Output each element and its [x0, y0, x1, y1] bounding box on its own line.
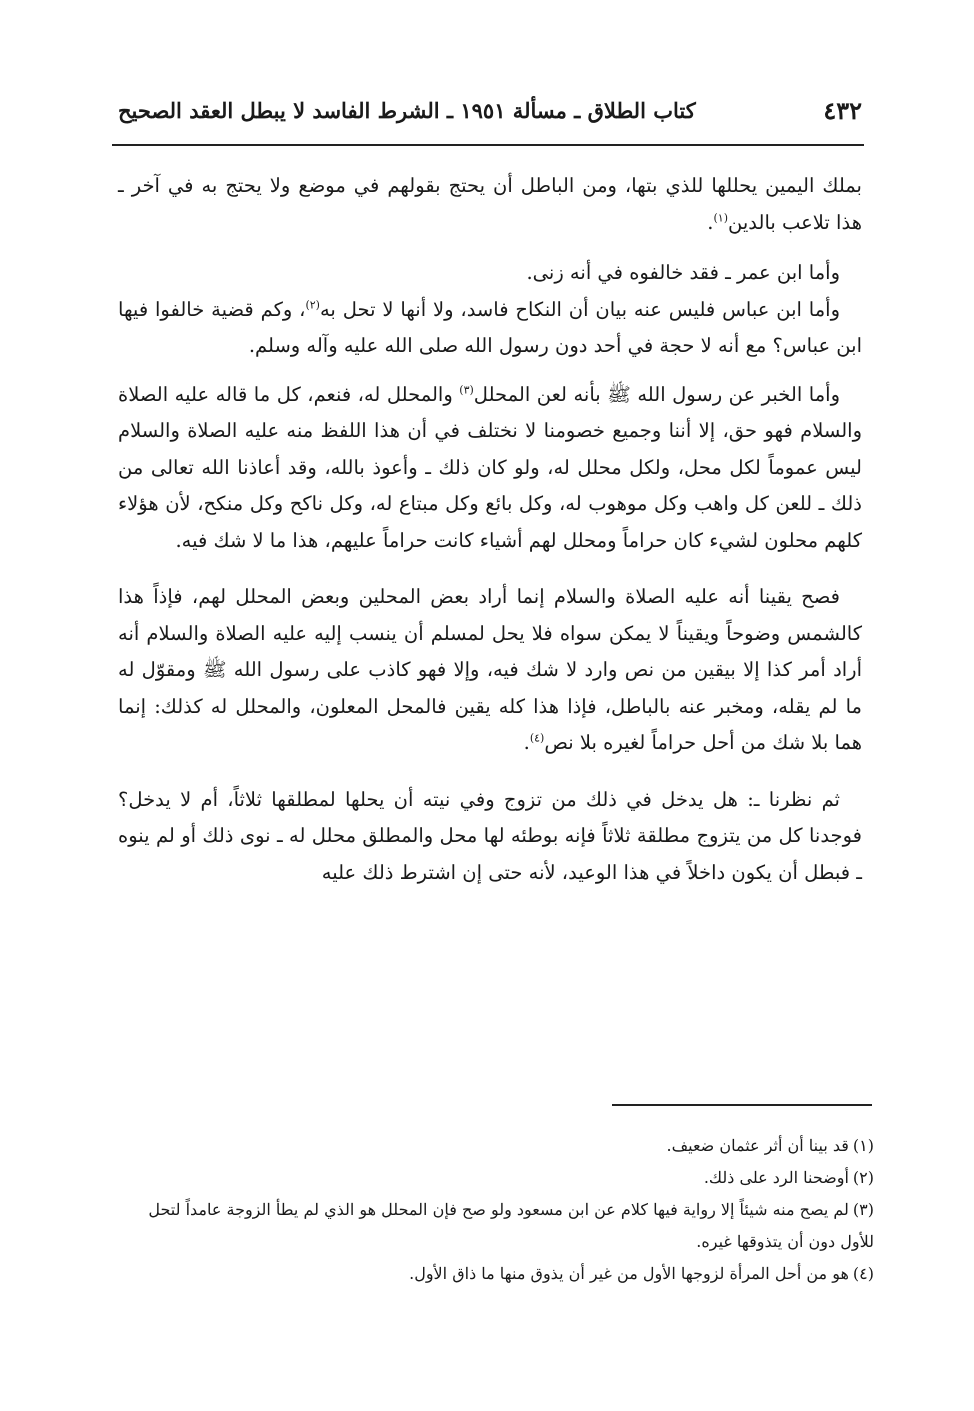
paragraph-2: وأما ابن عمر ـ فقد خالفوه في أنه زنى.	[526, 261, 840, 284]
paragraph-5: فصح يقينا أنه عليه الصلاة والسلام إنما أراد بعض المحلين وبعض المحلل لهم، فإذاً هذا كالشمس وضوحاً ويقيناً لا يمكن سواه فلا يحل لمسلم أن ينسب إليه عليه الصلاة والسلام أنه أراد أمر كذا إلا بيقين من نص وارد لا شك فيه، وإلا فهو كاذب على رسول الله ﷺ ومقوّل له ما لم يقله، ومخبر عنه بالباطل، فإذا هذا كله يقين فالمحل المعلون، والمحلل له كذلك: إنما هما بلا شك من أحل حراماً لغيره بلا نص$^{(٤)}$.	[118, 585, 862, 754]
footnote-3: (٣)لم يصح منه شيئاً إلا رواية فيها كلام عن ابن مسعود ولو صح فإن المحلل هو الذي لم يطأ الزوجة عامداً لتحل للأول دون أن يتذوقها غيره.	[148, 1200, 874, 1251]
paragraph-3: وأما ابن عباس فليس عنه بيان أن النكاح فاسد، ولا أنها لا تحل به$^{(٢)}$، وكم قضية خالفوا فيها ابن عباس؟ مع أنه لا حجة في أحد دون رسول الله صلى الله عليه وآله وسلم.	[118, 297, 862, 357]
footnote-ref-2[interactable]: (٢)	[305, 298, 320, 311]
header-divider	[112, 144, 864, 146]
footnote-ref-3[interactable]: (٣)	[459, 383, 474, 396]
footnote-1: (١)قد بينا أن أثر عثمان ضعيف.	[666, 1136, 874, 1155]
page-header	[118, 92, 862, 128]
footnote-ref-4[interactable]: (٤)	[529, 731, 545, 745]
footnote-4: (٤)هو من أحل المرأة لزوجها الأول من غير أن يذوق منها ما ذاق الأول.	[409, 1264, 874, 1283]
paragraph-4: وأما الخبر عن رسول الله ﷺ بأنه لعن المحلل$^{(٣)}$ والمحلل له، فنعم، كل ما قاله عليه الصلاة والسلام فهو حق، إلا أننا وجميع خصومنا لا نختلف في أن هذا اللفظ منه عليه الصلاة والسلام ليس عموماً لكل محل، ولكل محلل له، ولو كان ذلك ـ وأعوذ بالله، وقد أعاذنا الله تعالى من ذلك ـ للعن كل واهب وكل موهوب له، وكل بائع وكل مبتاع له، وكل ناكح وكل منكح، لأن هؤلاء كلهم محلون لشيء كان حراماً ومحلل لهم أشياء كانت حراماً عليهم، هذا ما لا شك فيه.	[118, 382, 862, 552]
footnote-ref-1[interactable]: (١)	[713, 211, 728, 224]
paragraph-6: ثم نظرنا ـ: هل يدخل في ذلك من تزوج وفي نيته أن يحلها لمطلقها ثلاثاً، أم لا يدخل؟ فوجدنا كل من يتزوج مطلقة ثلاثاً فإنه بوطئه لها محل والمطلق محلل له ـ نوى ذلك أو لم ينوه ـ فبطل أن يكون داخلاً في هذا الوعيد، لأنه حتى إن اشترط ذلك عليه	[118, 787, 862, 884]
footnote-divider	[612, 1104, 872, 1106]
footnote-2: (٢)أوضحنا الرد على ذلك.	[703, 1168, 874, 1187]
paragraph-1: بملك اليمين يحللها للذي بتها، ومن الباطل أن يحتج بقولهم في موضع ولا يحتج به في آخر ـ هذا تلاعب بالدين$^{(١)}$.	[118, 174, 862, 234]
footnotes	[118, 1130, 874, 1290]
page-number: ٤٣٢	[823, 95, 862, 125]
running-title: كتاب الطلاق ـ مسألة ١٩٥١ ـ الشرط الفاسد لا يبطل العقد الصحيح	[118, 97, 696, 123]
body-text	[118, 168, 862, 891]
